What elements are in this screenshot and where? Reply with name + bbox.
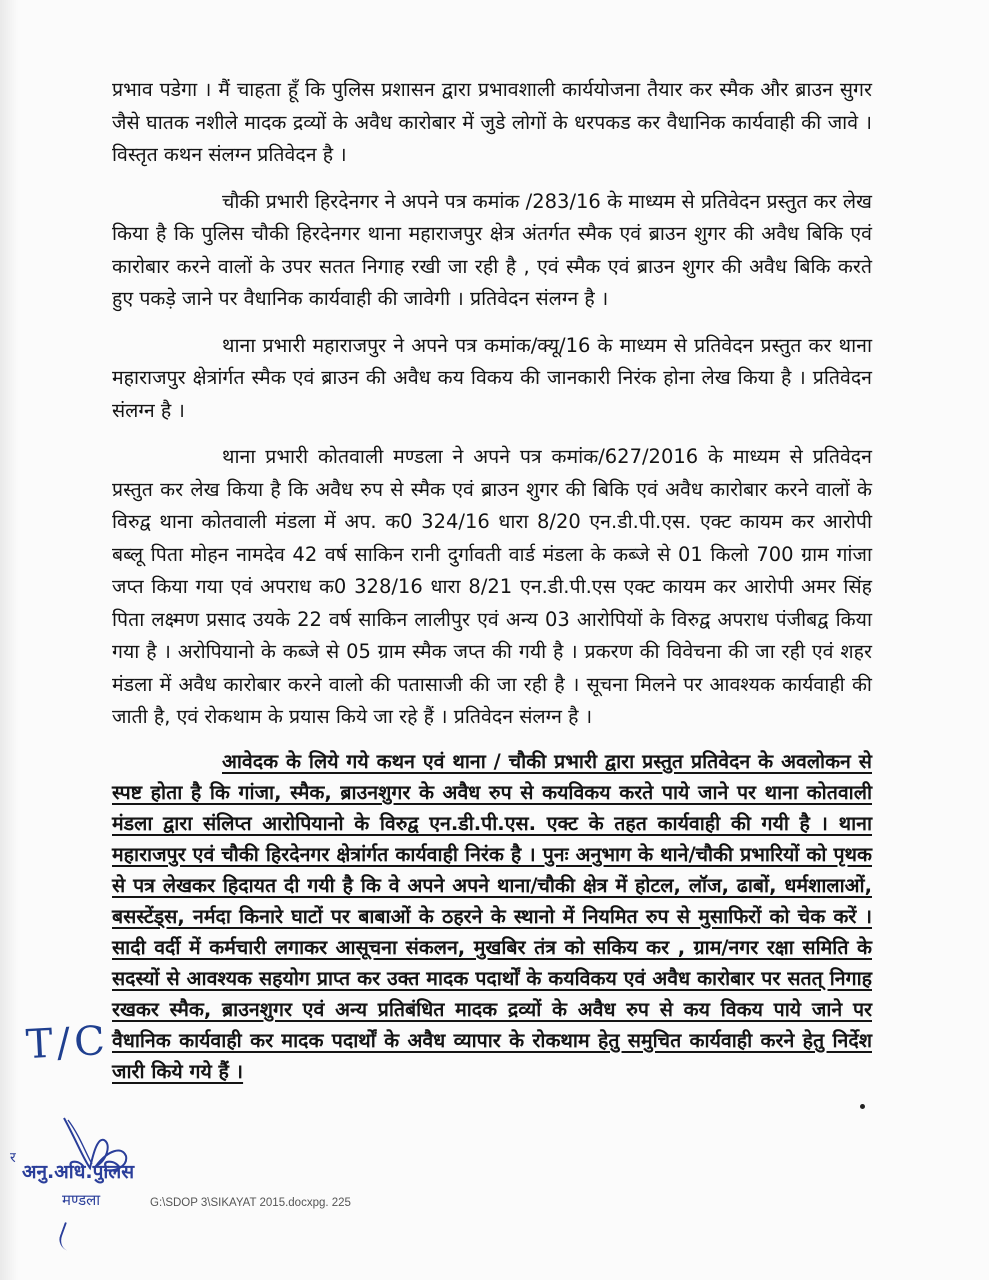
paragraph-conclusion: आवेदक के लिये गये कथन एवं थाना / चौकी प्रभारी द्वारा प्रस्तुत प्रतिवेदन के अवलोकन से स्पष्ट होता है कि गांजा, स्मैक, ब्राउनशुगर के अवैध रुप से कयविकय करते पाये जाने पर थाना कोतवाली मंडला द्वारा संलिप्त आरोपियानो के विरुद्व एन.डी.पी.एस. एक्ट के तहत कार्यवाही की गयी है । थाना महाराजपुर एवं चौकी हिरदेनगर क्षेत्रांर्गत कार्यवाही निरंक है । पुनः अनुभाग के थाने/चौकी प्रभारियों को पृथक से पत्र लेखकर हिदायत दी गयी है कि वे अपने अपने थाना/चौकी क्षेत्र में होटल, लॉज, ढाबों, धर्मशालाओं, बसस्टेंड्स, नर्मदा किनारे घाटों पर बाबाओं के ठहरने के स्थानो में नियमित रुप से मुसाफिरों को चेक करें । सादी वर्दी में कर्मचारी लगाकर आसूचना संकलन, मुखबिर तंत्र को सकिय कर , ग्राम/नगर रक्षा समिति के सदस्यों से आवश्यक सहयोग प्राप्त कर उक्त मादक पदार्थों के कयविकय एवं अवैध कारोबार पर सतत् निगाह रखकर स्मैक, ब्राउनशुगर एवं अन्य प्रतिबंधित मादक द्रव्यों के अवैध रुप से कय विकय पाये जाने पर वैधानिक कार्यवाही कर मादक पदार्थों के अवैध व्यापार के रोकथाम हेतु समुचित कार्यवाही करने हेतु निर्देश जारी किये गये हैं । — [112, 749, 872, 1083]
scan-edge-shadow — [0, 0, 18, 1280]
stamp-side-mark: र — [10, 1150, 16, 1166]
paragraph-hirdenagar-report: चौकी प्रभारी हिरदेनगर ने अपने पत्र कमांक /283/16 के माध्यम से प्रतिवेदन प्रस्तुत कर लेख किया है कि पुलिस चौकी हिरदेनगर थाना महाराजपुर क्षेत्र अंतर्गत स्मैक एवं ब्राउन शुगर की अवैध बिकि एवं कारोबार करने वालों के उपर सतत निगाह रखी जा रही है , एवं स्मैक एवं ब्राउन शुगर की अवैध बिकि करते हुए पकड़े जाने पर वैधानिक कार्यवाही की जावेगी । प्रतिवेदन संलग्न है । — [112, 189, 872, 310]
paragraph-kotwali-report: थाना प्रभारी कोतवाली मण्डला ने अपने पत्र कमांक/627/2016 के माध्यम से प्रतिवेदन प्रस्तुत कर लेख किया है कि अवैध रुप से स्मैक एवं ब्राउन शुगर की बिकि एवं अवैध कारोबार करने वालों के विरुद्व थाना कोतवाली मंडला में अप. क0 324/16 धारा 8/20 एन.डी.पी.एस. एक्ट कायम कर आरोपी बब्लू पिता मोहन नामदेव 42 वर्ष साकिन रानी दुर्गावती वार्ड मंडला के कब्जे से 01 किलो 700 ग्राम गांजा जप्त किया गया एवं अपराध क0 328/16 धारा 8/21 एन.डी.पी.एस एक्ट कायम कर आरोपी अमर सिंह पिता लक्ष्मण प्रसाद उयके 22 वर्ष साकिन लालीपुर एवं अन्य 03 आरोपियों के विरुद्व अपराध पंजीबद्व किया गया है । अरोपियानो के कब्जे से 05 ग्राम स्मैक जप्त की गयी है । प्रकरण की विवेचना की जा रही एवं शहर मंडला में अवैध कारोबार करने वालो की पतासाजी की जा रही है । सूचना मिलने पर आवश्यक कार्यवाही की जाती है, एवं रोकथाम के प्रयास किये जा रहे हैं । प्रतिवेदन संलग्न है । — [112, 445, 872, 728]
stray-ink-dot — [860, 1104, 865, 1109]
handwritten-tc-mark: T/C — [24, 1017, 110, 1069]
stamp-tick-mark — [56, 1222, 80, 1252]
stamp-designation: अनु.अधि.पुलिस — [22, 1161, 135, 1183]
stamp-location: मण्डला — [62, 1191, 101, 1209]
document-body — [112, 74, 872, 1087]
footer-file-path: G:\SDOP 3\SIKAYAT 2015.docxpg. 225 — [150, 1197, 351, 1209]
paragraph-maharajpur-report: थाना प्रभारी महाराजपुर ने अपने पत्र कमांक/क्यू/16 के माध्यम से प्रतिवेदन प्रस्तुत कर थाना महाराजपुर क्षेत्रांर्गत स्मैक एवं ब्राउन की अवैध कय विकय की जानकारी निरंक होना लेख किया है । प्रतिवेदन संलग्न है । — [112, 333, 872, 422]
paragraph-intro-continuation: प्रभाव पडेगा । मैं चाहता हूँ कि पुलिस प्रशासन द्वारा प्रभावशाली कार्ययोजना तैयार कर स्मैक और ब्राउन सुगर जैसे घातक नशीले मादक द्रव्यों के अवैध कारोबार में जुडे लोगों के धरपकड कर वैधानिक कार्यवाही की जावे । विस्तृत कथन संलग्न प्रतिवेदन है । — [112, 78, 872, 166]
